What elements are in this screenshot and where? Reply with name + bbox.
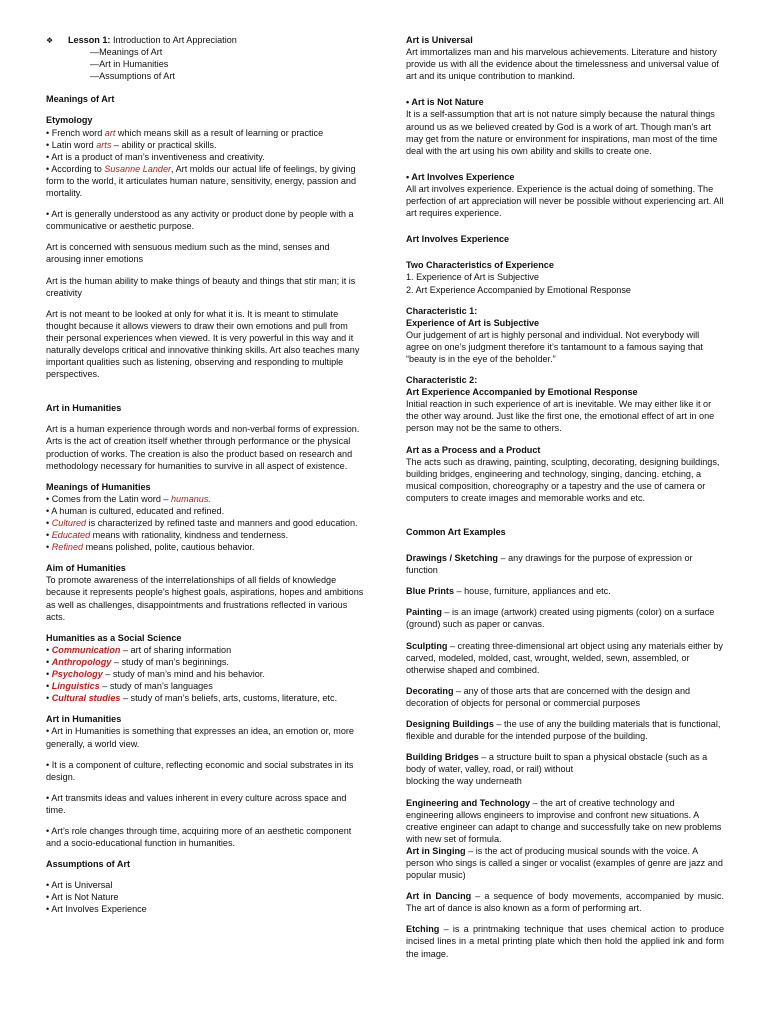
art-in-humanities-section <box>46 402 364 471</box>
section-heading: Art in Humanities <box>46 403 122 414</box>
bullet-item: • Latin word arts – ability or practical skills. <box>46 139 217 150</box>
art-is-not-nature-section <box>406 96 724 156</box>
example-drawings: Drawings / Sketching – any drawings for the purpose of expression or function <box>406 553 693 576</box>
process-and-product-section <box>406 444 724 504</box>
example-singing: Art in Singing – is the act of producing musical sounds with the voice. A person who sings is called a singer or vocalist (examples of genre are jazz and popular music) <box>406 845 723 881</box>
diamond-bullet-icon: ❖ <box>46 36 54 45</box>
subsection-heading: Meanings of Humanities <box>46 481 151 492</box>
art-involves-experience-section <box>406 171 724 219</box>
bullet-item: • Cultured is characterized by refined taste and manners and good education. <box>46 518 358 528</box>
example-designing-buildings: Designing Buildings – the use of any the building materials that is functional, flexible and durable for the intended purpose of the building. <box>406 719 721 742</box>
bullet-item: • According to Susanne Lander, Art molds our actual life of feelings, by giving form to the world, it articulates human nature, sensitivity, energy, passion and mortality. <box>46 163 357 199</box>
bullet-item: • Communication – art of sharing information <box>46 644 232 655</box>
bullet-item: • Art is Universal <box>46 880 113 891</box>
subtopic-item: —Art in Humanities <box>90 59 169 70</box>
subsection-heading: Characteristic 1: <box>406 305 478 316</box>
subsection-heading: Assumptions of Art <box>46 859 131 870</box>
subsection-heading: Etymology <box>46 115 93 126</box>
right-column <box>406 34 724 969</box>
paragraph: To promote awareness of the interrelationships of all fields of knowledge because it represents people’s highest goals, aspirations, hopes and ambitions as well as challenges, disappointments and frustrations reflected in various acts. <box>46 575 364 622</box>
subsection-heading: • Art Involves Experience <box>406 171 515 182</box>
lesson-outline <box>46 34 364 82</box>
bullet-item: • Art is Not Nature <box>46 892 119 903</box>
humanities-social-science-section <box>46 632 364 705</box>
assumptions-of-art-section <box>46 858 364 915</box>
bullet-item: • Educated means with rationality, kindness and tenderness. <box>46 530 289 541</box>
section-heading: Meanings of Art <box>46 94 115 105</box>
paragraph: It is a self-assumption that art is not nature simply because the natural things around us as we believed created by God is a work of art. Though man’s art may get from the nature or environment for inspirations, man most of the time deal with the art using his own ability and skills to create one. <box>406 109 718 156</box>
bullet-item: • It is a component of culture, reflecting economic and social substrates in its design. <box>46 759 354 782</box>
example-etching: Etching – is a printmaking technique that uses chemical action to produce incised lines in a metal printing plate which then hold the applied ink and form the image. <box>406 924 724 959</box>
bullet-item: • Refined means polished, polite, cautious behavior. <box>46 542 255 553</box>
example-decorating: Decorating – any of those arts that are concerned with the design and decoration of objects for personal or commercial purposes <box>406 685 691 708</box>
example-building-bridges: Building Bridges – a structure built to span a physical obstacle (such as a body of water, valley, road, or rail) without blocking the way underneath <box>406 752 708 787</box>
bullet-item: • Art’s role changes through time, acquiring more of an aesthetic component and a socio-educational function in humanities. <box>46 825 352 849</box>
meanings-of-art-section <box>46 93 364 105</box>
subsection-heading: Humanities as a Social Science <box>46 632 182 643</box>
subsection-heading: Characteristic 2: <box>406 375 478 386</box>
bullet-item: • Art is a product of man’s inventiveness and creativity. <box>46 151 265 162</box>
paragraph: Initial reaction in such experience of art is inevitable. We may either like it or the other way around. Just like the first one, the emotional effect of art in one person may not be the same to others. <box>406 399 715 434</box>
bullet-item: • Anthropology – study of man’s beginnings. <box>46 656 229 667</box>
subsection-heading: Aim of Humanities <box>46 563 126 574</box>
meanings-of-humanities-section <box>46 481 364 554</box>
art-in-humanities-section-2 <box>46 713 364 749</box>
bullet-item: • Comes from the Latin word – humanus. <box>46 493 211 504</box>
paragraph: Art is not meant to be looked at only for what it is. It is meant to stimulate thought because it allows viewers to draw their own emotions and pull from their personal experiences when viewed. It is very powerful in this way and it naturally develops critical and innovative thinking skills. Art also teaches many important qualities such as listening, observing and responding to multiple perspectives. <box>46 308 360 380</box>
characteristic-2-section <box>406 374 724 434</box>
example-painting: Painting – is an image (artwork) created using pigments (color) on a surface (ground) such as paper or canvas. <box>406 607 715 630</box>
bullet-item: • Linguistics – study of man’s languages <box>46 681 213 692</box>
bullet-item: • French word art which means skill as a result of learning or practice <box>46 127 324 138</box>
paragraph: All art involves experience. Experience is the actual doing of something. The perfection of art appreciation will never be possible without experiencing art. All art requires experience. <box>406 183 724 219</box>
bullet-item: • Art in Humanities is something that expresses an idea, an emotion or, more generally, a world view. <box>46 726 354 749</box>
paragraph: Art immortalizes man and his marvelous achievements. Literature and history provide us with all the evidence about the timelessness and universal value of art and its unique contribution to mankind. <box>406 47 719 82</box>
subtopic-item: —Assumptions of Art <box>90 71 175 82</box>
two-characteristics-section <box>406 259 724 295</box>
paragraph: Art is the human ability to make things of beauty and things that stir man; it is creativity <box>46 275 356 298</box>
list-item: 1. Experience of Art is Subjective <box>406 272 539 283</box>
bullet-item: • Psychology – study of man’s mind and his behavior. <box>46 669 265 680</box>
subsection-heading: Two Characteristics of Experience <box>406 260 554 271</box>
etymology-section <box>46 114 364 199</box>
subtopic-item: —Meanings of Art <box>90 47 163 58</box>
subsection-heading: Art in Humanities <box>46 714 122 725</box>
characteristic-1-section <box>406 305 724 365</box>
example-dancing: Art in Dancing – a sequence of body movements, accompanied by music. The art of dance is also known as a form of performing art. <box>406 891 725 914</box>
paragraph: Art is a human experience through words and non-verbal forms of expression. Arts is the act of creation itself whether through performance or the physical production of works. The creation is also the product based on research and methodology necessary for humanities to survive in all aspect of existence. <box>46 424 360 471</box>
subsection-heading: • Art is Not Nature <box>406 97 484 108</box>
lesson-title: Lesson 1: Introduction to Art Appreciation <box>68 35 237 45</box>
bullet-item: • Art transmits ideas and values inherent in every culture across space and time. <box>46 792 347 815</box>
left-column <box>46 34 364 925</box>
subsection-heading: Art Involves Experience <box>406 234 510 245</box>
subsection-heading: Experience of Art is Subjective <box>406 317 540 328</box>
bullet-item: • Art Involves Experience <box>46 904 147 915</box>
paragraph: Our judgement of art is highly personal and individual. Not everybody will agree on one’s judgment therefore it’s tantamount to a famous saying that “beauty is in the eye of the beholder.” <box>406 329 703 364</box>
example-sculpting: Sculpting – creating three-dimensional art object using any materials either by carved, modeled, molded, cast, wrought, welded, sewn, assembled, or otherwise shaped and combined. <box>406 640 723 675</box>
aim-of-humanities-section <box>46 562 364 622</box>
subsection-heading: Art is Universal <box>406 35 473 45</box>
example-engineering: Engineering and Technology – the art of creative technology and engineering allows engineers to improvise and confront new situations. A creative engineer can adapt to change and successfully take on new problems with new set of formula. <box>406 797 722 844</box>
art-is-universal-section <box>406 34 724 82</box>
list-item: 2. Art Experience Accompanied by Emotional Response <box>406 284 631 295</box>
subsection-heading: Art Experience Accompanied by Emotional Response <box>406 387 638 398</box>
paragraph: Art is concerned with sensuous medium such as the mind, senses and arousing inner emotions <box>46 242 330 265</box>
bullet-item: • A human is cultured, educated and refined. <box>46 505 225 516</box>
paragraph: The acts such as drawing, painting, sculpting, decorating, designing buildings, building bridges, engineering and technology, singing, dancing. etching, a musical composition, choreography or a tapestry and the use of camera or computers to create images and memorable works and etc. <box>406 456 720 503</box>
bullet-item: • Cultural studies – study of man’s beliefs, arts, customs, literature, etc. <box>46 693 338 704</box>
paragraph: • Art is generally understood as any activity or product done by people with a communicative or aesthetic purpose. <box>46 209 354 232</box>
example-blue-prints: Blue Prints – house, furniture, appliances and etc. <box>406 586 611 597</box>
section-heading: Common Art Examples <box>406 527 506 537</box>
subsection-heading: Art as a Process and a Product <box>406 444 541 455</box>
